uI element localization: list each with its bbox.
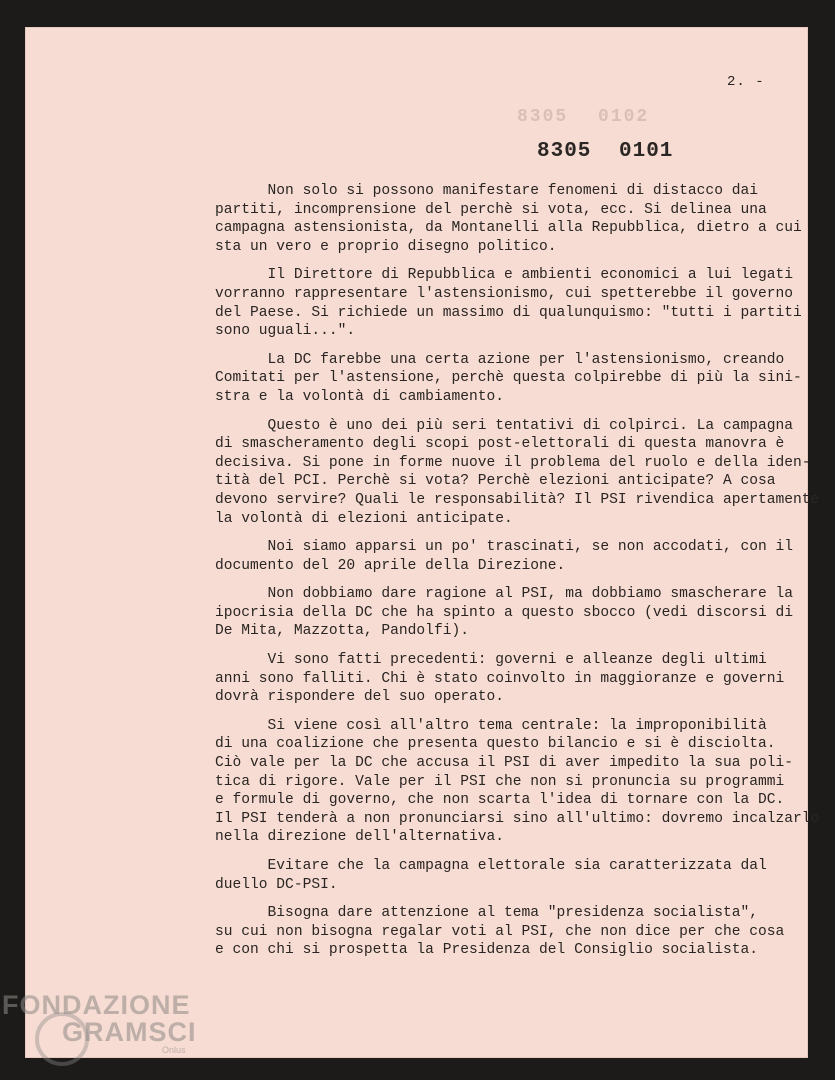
paragraph: Non solo si possono manifestare fenomeni di distacco dai partiti, incomprensione del perchè si vota, ecc. Si delinea una campagna astensionista, da Montanelli alla Repubblica, dietro a sta un vero e proprio disegno politico. xyxy=(215,183,767,255)
archive-stamp-left: 8305 xyxy=(537,140,592,163)
paragraph: Questo è uno dei più seri tentativi di colpirci. La campagna di smascheramento degli scopi post-elettorali di questa manovra decisiva. Si pone in forme nuove il problema del ruolo e della tità del PCI. Perchè si vota? Perchè elezioni anticipate? A cosa devono servire? Quali le responsabilità? Il PSI rivendica apertamente la volontà di elezioni anticipate. xyxy=(215,417,820,527)
archive-stamp-ghost-left: 8305 xyxy=(517,107,569,127)
archive-stamp-right: 0101 xyxy=(619,140,674,163)
paragraph: Si viene così all'altro tema centrale: la improponibilità di una coalizione che presenta questo bilancio e si è disciolta. Ciò vale per la DC che accusa il PSI di aver impedito la sua poli- tica di rigore. Vale per il PSI che non si pronuncia su programmi e formule di governo, che non scarta l'idea di tornare con la DC. Il PSI tenderà a non pronunciarsi sino all'ultimo: dovremo nella direzione dell'alternativa. xyxy=(215,717,794,846)
paragraph: La DC farebbe una certa azione per l'astensionismo, creando Comitati per l'astensione, perchè questa colpirebbe di più la stra e la volontà di cambiamento. xyxy=(215,351,785,405)
paragraph: Il Direttore di Repubblica e ambienti economici a lui legati vorranno rappresentare l'astensionismo, cui spetterebbe il governo del Paese. Si richiede un massimo di qualunquismo: "tutti i partiti sono uguali...". xyxy=(215,267,802,340)
paragraph: Noi siamo apparsi un po' trascinati, se non accodati, con documento del 20 aprile della Direzione. xyxy=(215,539,767,574)
archive-stamp-ghost-right: 0102 xyxy=(598,107,650,127)
paragraph: Evitare che la campagna elettorale sia caratterizzata dal duello DC-PSI. xyxy=(215,858,767,893)
watermark-line1: FONDAZIONE xyxy=(2,990,191,1020)
document-body xyxy=(215,182,820,970)
watermark xyxy=(2,990,197,1055)
paragraph: Vi sono fatti precedenti: governi e alleanze degli ultimi anni sono falliti. Chi è stato coinvolto in maggioranze e governi dovrà rispondere del suo operato. xyxy=(215,652,785,706)
paragraph: Non dobbiamo dare ragione al PSI, ma dobbiamo smascherare ipocrisia della DC che ha spinto a questo sbocco (vedi discorsi De Mita, Mazzotta, Pandolfi). xyxy=(215,586,767,640)
watermark-line3: Onlus xyxy=(162,1045,186,1055)
paragraph: Bisogna dare attenzione al tema "presidenza socialista", su cui non bisogna regalar voti al PSI, che non dice per che cosa e con chi si prospetta la Presidenza del Consiglio socialista. xyxy=(215,905,785,959)
watermark-line2: GRAMSCI xyxy=(62,1017,197,1047)
page-number: 2. - xyxy=(727,74,765,90)
